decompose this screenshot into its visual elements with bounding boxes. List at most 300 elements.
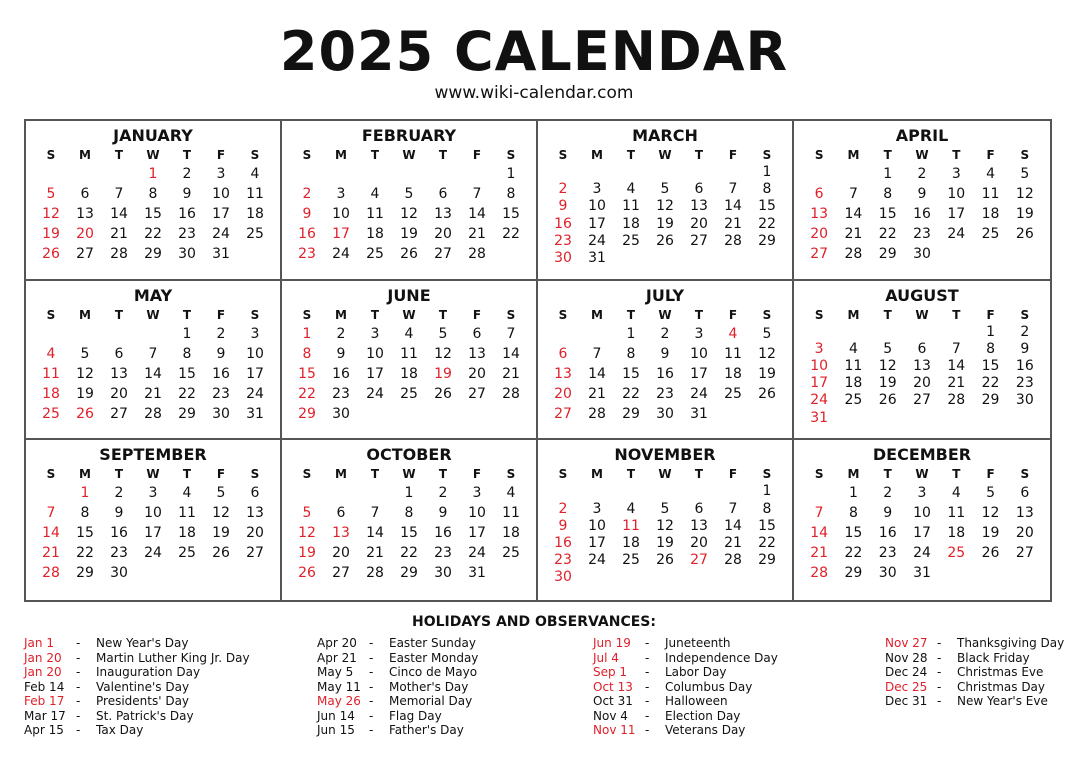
day-cell: 19 <box>878 375 897 392</box>
day-cell: 8 <box>626 345 636 362</box>
holiday-date: Feb 17 <box>24 694 65 708</box>
weekday-label: F <box>728 467 738 482</box>
weekday-label: S <box>506 148 516 162</box>
weekday-label: W <box>146 467 160 482</box>
weekday-label: W <box>658 467 672 482</box>
holiday-date: Apr 20 <box>317 636 357 650</box>
day-cell: 9 <box>1020 340 1030 357</box>
day-cell: 14 <box>42 525 60 542</box>
day-cell: 16 <box>1015 358 1034 375</box>
day-cell: 3 <box>148 485 158 502</box>
day-cell: 17 <box>332 226 350 242</box>
holiday-separator: - <box>76 723 81 737</box>
day-cell: 3 <box>694 325 704 342</box>
holiday-row <box>24 651 250 666</box>
day-cell: 29 <box>76 565 94 582</box>
day-cell: 6 <box>558 345 568 362</box>
day-cell: 13 <box>332 525 350 542</box>
day-cell: 21 <box>844 226 863 242</box>
day-cell: 12 <box>212 505 230 522</box>
empty-day <box>290 483 324 503</box>
empty-day <box>648 483 682 500</box>
day-cell: 26 <box>434 385 452 402</box>
day-cell: 5 <box>404 186 414 202</box>
day-cell: 2 <box>114 485 124 502</box>
day-cell: 11 <box>246 186 264 202</box>
holiday-row <box>593 709 778 724</box>
weekday-label: W <box>146 148 160 162</box>
day-cell: 4 <box>986 166 996 182</box>
weekday-label: S <box>46 148 56 162</box>
holiday-row <box>317 665 478 680</box>
day-cell: 15 <box>298 365 316 382</box>
month-january <box>26 121 282 281</box>
weekday-label: S <box>814 148 824 162</box>
holiday-date: Jan 20 <box>24 665 62 679</box>
day-cell: 16 <box>554 534 572 551</box>
weekday-label: S <box>506 307 516 322</box>
weekday-label: T <box>370 307 380 322</box>
day-cell: 6 <box>472 325 482 342</box>
holiday-name: Thanksgiving Day <box>957 636 1065 650</box>
day-cell: 6 <box>1020 485 1030 502</box>
holiday-row <box>317 694 478 709</box>
day-cell: 23 <box>554 552 572 569</box>
day-cell: 15 <box>878 206 897 222</box>
weekday-label: T <box>438 467 448 482</box>
empty-day <box>580 164 614 181</box>
day-cell: 17 <box>212 206 230 222</box>
day-cell: 12 <box>878 358 897 375</box>
day-cell: 23 <box>212 385 230 402</box>
holiday-row <box>593 636 778 651</box>
day-cell: 12 <box>76 365 94 382</box>
day-cell: 7 <box>148 345 158 362</box>
day-cell: 11 <box>178 505 196 522</box>
day-cell: 8 <box>302 345 312 362</box>
weekday-label: T <box>370 148 380 162</box>
day-cell: 29 <box>878 246 897 262</box>
weekday-label: F <box>728 307 738 322</box>
day-cell: 20 <box>810 226 829 242</box>
holiday-name: Mother's Day <box>389 679 469 694</box>
day-cell: 15 <box>844 525 863 542</box>
day-cell: 13 <box>110 365 128 382</box>
day-cell: 31 <box>468 565 486 582</box>
month-name: DECEMBER <box>872 445 972 465</box>
day-cell: 16 <box>298 226 316 242</box>
day-cell: 11 <box>981 186 1000 202</box>
day-cell: 31 <box>690 405 708 422</box>
holiday-separator: - <box>645 636 650 650</box>
day-grid <box>290 146 528 264</box>
holiday-name: Veterans Day <box>665 723 746 737</box>
weekday-label: S <box>1020 148 1030 162</box>
empty-day <box>836 164 870 184</box>
day-cell: 1 <box>506 166 516 182</box>
weekday-label: T <box>626 148 636 162</box>
day-cell: 22 <box>758 534 776 551</box>
day-cell: 9 <box>660 345 670 362</box>
day-cell: 7 <box>814 505 824 522</box>
holiday-date: Jan 20 <box>24 650 62 665</box>
day-cell: 5 <box>46 186 56 202</box>
holiday-row <box>885 680 1064 695</box>
day-cell: 11 <box>502 505 520 522</box>
empty-day <box>614 164 648 181</box>
day-cell: 2 <box>1020 323 1030 340</box>
day-cell: 28 <box>144 405 162 422</box>
day-grid <box>802 465 1042 583</box>
day-cell: 5 <box>302 505 312 522</box>
day-cell: 2 <box>558 181 568 198</box>
holiday-name: Tax Day <box>96 723 144 737</box>
day-cell: 8 <box>848 505 858 522</box>
day-cell: 5 <box>438 325 448 342</box>
day-cell: 27 <box>690 232 708 249</box>
holiday-row <box>885 694 1064 709</box>
day-cell: 1 <box>148 166 158 182</box>
day-cell: 17 <box>468 525 486 542</box>
weekday-label: M <box>591 307 603 322</box>
day-cell: 18 <box>400 365 418 382</box>
weekday-label: F <box>216 307 226 322</box>
day-cell: 3 <box>250 325 260 342</box>
holiday-name: New Year's Eve <box>957 694 1048 708</box>
holiday-date: Nov 11 <box>593 723 636 737</box>
weekday-label: F <box>216 467 226 482</box>
day-cell: 24 <box>144 545 162 562</box>
day-cell: 10 <box>366 345 384 362</box>
day-cell: 5 <box>986 485 996 502</box>
day-cell: 4 <box>370 186 380 202</box>
day-cell: 30 <box>913 246 931 262</box>
holiday-name: Presidents' Day <box>96 694 190 708</box>
day-cell: 25 <box>981 226 1000 242</box>
day-cell: 25 <box>178 545 196 562</box>
day-cell: 6 <box>336 505 346 522</box>
day-cell: 3 <box>336 186 346 202</box>
day-cell: 16 <box>434 525 452 542</box>
day-grid <box>34 306 272 424</box>
day-cell: 14 <box>144 365 162 382</box>
holiday-row <box>317 680 478 695</box>
weekday-label: T <box>182 307 192 322</box>
day-cell: 3 <box>216 166 226 182</box>
day-cell: 27 <box>76 246 94 262</box>
holiday-name: Flag Day <box>389 708 442 723</box>
day-cell: 5 <box>660 181 670 198</box>
weekday-label: S <box>762 307 772 322</box>
empty-day <box>34 483 68 503</box>
day-cell: 15 <box>76 525 94 542</box>
holiday-date: Nov 28 <box>885 650 928 665</box>
day-cell: 29 <box>622 405 640 422</box>
day-cell: 18 <box>42 385 60 402</box>
holiday-name: Easter Sunday <box>389 636 476 650</box>
day-cell: 30 <box>434 565 452 582</box>
day-cell: 24 <box>588 552 606 569</box>
weekday-label: S <box>506 467 516 482</box>
day-cell: 27 <box>246 545 264 562</box>
weekday-label: W <box>658 148 672 162</box>
holiday-separator: - <box>76 665 81 679</box>
day-cell: 23 <box>332 385 350 402</box>
day-cell: 25 <box>42 405 60 422</box>
day-cell: 11 <box>947 505 966 522</box>
day-cell: 6 <box>694 181 704 198</box>
day-cell: 13 <box>690 517 708 534</box>
weekday-label: T <box>952 148 961 162</box>
calendar-grid <box>24 119 1052 602</box>
day-cell: 21 <box>588 385 606 402</box>
day-cell: 18 <box>844 375 863 392</box>
weekday-label: S <box>46 467 56 482</box>
day-cell: 12 <box>42 206 60 222</box>
holiday-row <box>317 636 478 651</box>
day-cell: 7 <box>472 186 482 202</box>
day-cell: 28 <box>844 246 863 262</box>
day-cell: 8 <box>80 505 90 522</box>
day-cell: 12 <box>758 345 776 362</box>
empty-day <box>102 164 136 184</box>
day-cell: 26 <box>400 246 418 262</box>
weekday-label: F <box>216 148 226 162</box>
weekday-label: T <box>626 307 636 322</box>
day-cell: 25 <box>366 246 384 262</box>
holiday-separator: - <box>937 679 942 694</box>
day-cell: 28 <box>947 392 966 409</box>
day-cell: 17 <box>144 525 162 542</box>
day-cell: 21 <box>144 385 162 402</box>
day-cell: 20 <box>913 375 931 392</box>
day-cell: 22 <box>144 226 162 242</box>
weekday-label: S <box>1020 467 1030 482</box>
empty-day <box>580 324 614 344</box>
day-cell: 1 <box>762 483 772 500</box>
day-cell: 20 <box>76 226 94 242</box>
weekday-label: W <box>402 148 416 162</box>
day-cell: 22 <box>622 385 640 402</box>
day-cell: 27 <box>690 552 708 569</box>
day-cell: 11 <box>724 345 742 362</box>
weekday-label: M <box>335 148 347 162</box>
day-cell: 15 <box>178 365 196 382</box>
day-cell: 25 <box>502 545 520 562</box>
day-cell: 9 <box>302 206 312 222</box>
holiday-date: May 11 <box>317 679 361 694</box>
holiday-date: Jul 4 <box>593 650 619 665</box>
holiday-column <box>593 636 778 738</box>
day-cell: 22 <box>298 385 316 402</box>
holiday-date: Jun 15 <box>317 723 355 737</box>
day-cell: 9 <box>114 505 124 522</box>
holiday-name: Inauguration Day <box>96 665 201 679</box>
day-cell: 20 <box>110 385 128 402</box>
empty-day <box>905 324 939 341</box>
weekday-label: S <box>1020 307 1030 322</box>
day-cell: 3 <box>592 181 602 198</box>
day-cell: 12 <box>656 198 674 215</box>
weekday-label: S <box>302 307 312 322</box>
day-cell: 30 <box>878 565 897 582</box>
holiday-date: May 5 <box>317 665 354 679</box>
day-cell: 26 <box>656 552 674 569</box>
holiday-name: Memorial Day <box>389 694 473 708</box>
day-cell: 2 <box>917 166 927 182</box>
holiday-date: Jun 14 <box>317 708 355 723</box>
day-cell: 1 <box>626 325 636 342</box>
day-cell: 26 <box>981 545 1000 562</box>
month-september <box>26 440 282 600</box>
holiday-date: May 26 <box>317 694 361 708</box>
day-cell: 16 <box>212 365 230 382</box>
day-cell: 25 <box>246 226 264 242</box>
day-cell: 11 <box>366 206 384 222</box>
day-cell: 24 <box>246 385 264 402</box>
weekday-label: F <box>472 148 482 162</box>
day-cell: 13 <box>246 505 264 522</box>
month-name: NOVEMBER <box>614 445 716 465</box>
day-cell: 23 <box>1015 375 1034 392</box>
day-cell: 24 <box>947 226 966 242</box>
day-cell: 26 <box>1015 226 1034 242</box>
day-cell: 4 <box>728 325 738 342</box>
empty-day <box>939 324 973 341</box>
holiday-separator: - <box>76 636 81 650</box>
day-cell: 7 <box>370 505 380 522</box>
day-cell: 30 <box>1015 392 1034 409</box>
day-cell: 13 <box>690 198 708 215</box>
weekday-label: S <box>814 467 824 482</box>
day-cell: 20 <box>690 215 708 232</box>
weekday-label: S <box>814 307 824 322</box>
day-cell: 5 <box>216 485 226 502</box>
holiday-separator: - <box>76 679 81 694</box>
day-cell: 15 <box>144 206 162 222</box>
day-cell: 20 <box>332 545 350 562</box>
holiday-name: St. Patrick's Day <box>96 708 194 723</box>
day-cell: 28 <box>110 246 128 262</box>
day-grid <box>546 146 784 267</box>
day-cell: 8 <box>404 505 414 522</box>
day-cell: 2 <box>558 500 568 517</box>
day-cell: 6 <box>250 485 260 502</box>
weekday-label: T <box>114 148 124 162</box>
day-grid <box>290 306 528 424</box>
day-cell: 16 <box>913 206 931 222</box>
day-cell: 25 <box>400 385 418 402</box>
day-grid <box>802 306 1042 427</box>
day-cell: 10 <box>947 186 966 202</box>
empty-day <box>136 324 170 344</box>
holiday-column <box>24 636 250 738</box>
month-october <box>282 440 538 600</box>
day-cell: 18 <box>178 525 196 542</box>
day-cell: 14 <box>724 517 742 534</box>
weekday-label: S <box>302 148 312 162</box>
day-cell: 19 <box>434 365 452 382</box>
holiday-date: Jun 19 <box>593 636 631 650</box>
weekday-label: W <box>915 467 929 482</box>
empty-day <box>546 164 580 181</box>
holiday-row <box>24 636 250 651</box>
day-cell: 25 <box>947 545 966 562</box>
month-name: OCTOBER <box>366 445 452 465</box>
weekday-label: T <box>694 307 704 322</box>
day-cell: 16 <box>656 365 674 382</box>
day-cell: 19 <box>298 545 316 562</box>
day-cell: 22 <box>178 385 196 402</box>
day-cell: 22 <box>758 215 776 232</box>
day-cell: 12 <box>1015 186 1034 202</box>
day-cell: 19 <box>981 525 1000 542</box>
weekday-label: W <box>915 148 929 162</box>
day-grid <box>290 465 528 583</box>
day-cell: 22 <box>502 226 520 242</box>
day-cell: 11 <box>42 365 60 382</box>
weekday-label: T <box>883 148 892 162</box>
day-cell: 9 <box>336 345 346 362</box>
holiday-date: Sep 1 <box>593 665 628 679</box>
day-cell: 2 <box>302 186 312 202</box>
day-cell: 29 <box>298 405 316 422</box>
weekday-label: S <box>558 148 568 162</box>
day-cell: 26 <box>878 392 897 409</box>
month-august <box>794 281 1050 441</box>
holiday-row <box>593 665 778 680</box>
day-cell: 3 <box>917 485 927 502</box>
holiday-date: Nov 27 <box>885 636 928 650</box>
day-cell: 24 <box>332 246 350 262</box>
holiday-date: Nov 4 <box>593 708 628 723</box>
day-cell: 7 <box>506 325 516 342</box>
day-cell: 15 <box>758 198 776 215</box>
day-cell: 14 <box>588 365 606 382</box>
day-cell: 16 <box>178 206 196 222</box>
day-cell: 31 <box>588 250 606 267</box>
day-cell: 17 <box>810 375 829 392</box>
day-cell: 19 <box>1015 206 1034 222</box>
weekday-label: M <box>591 467 603 482</box>
holiday-separator: - <box>937 636 942 650</box>
day-cell: 18 <box>246 206 264 222</box>
weekday-label: F <box>986 148 995 162</box>
day-cell: 24 <box>810 392 829 409</box>
day-cell: 29 <box>758 232 776 249</box>
holiday-row <box>593 651 778 666</box>
month-name: FEBRUARY <box>361 126 457 145</box>
day-cell: 31 <box>913 565 931 582</box>
weekday-label: M <box>79 148 91 162</box>
empty-day <box>580 483 614 500</box>
day-cell: 7 <box>592 345 602 362</box>
weekday-label: S <box>46 307 56 322</box>
page-title: 2025 CALENDAR <box>279 20 789 83</box>
day-cell: 8 <box>182 345 192 362</box>
holiday-row <box>24 680 250 695</box>
day-cell: 27 <box>554 405 572 422</box>
day-cell: 6 <box>694 500 704 517</box>
day-cell: 25 <box>844 392 863 409</box>
day-cell: 11 <box>844 358 863 375</box>
holiday-name: Black Friday <box>957 650 1030 665</box>
day-grid <box>546 306 784 424</box>
day-cell: 14 <box>947 358 966 375</box>
holiday-separator: - <box>369 723 374 737</box>
day-cell: 10 <box>212 186 230 202</box>
day-cell: 7 <box>114 186 124 202</box>
